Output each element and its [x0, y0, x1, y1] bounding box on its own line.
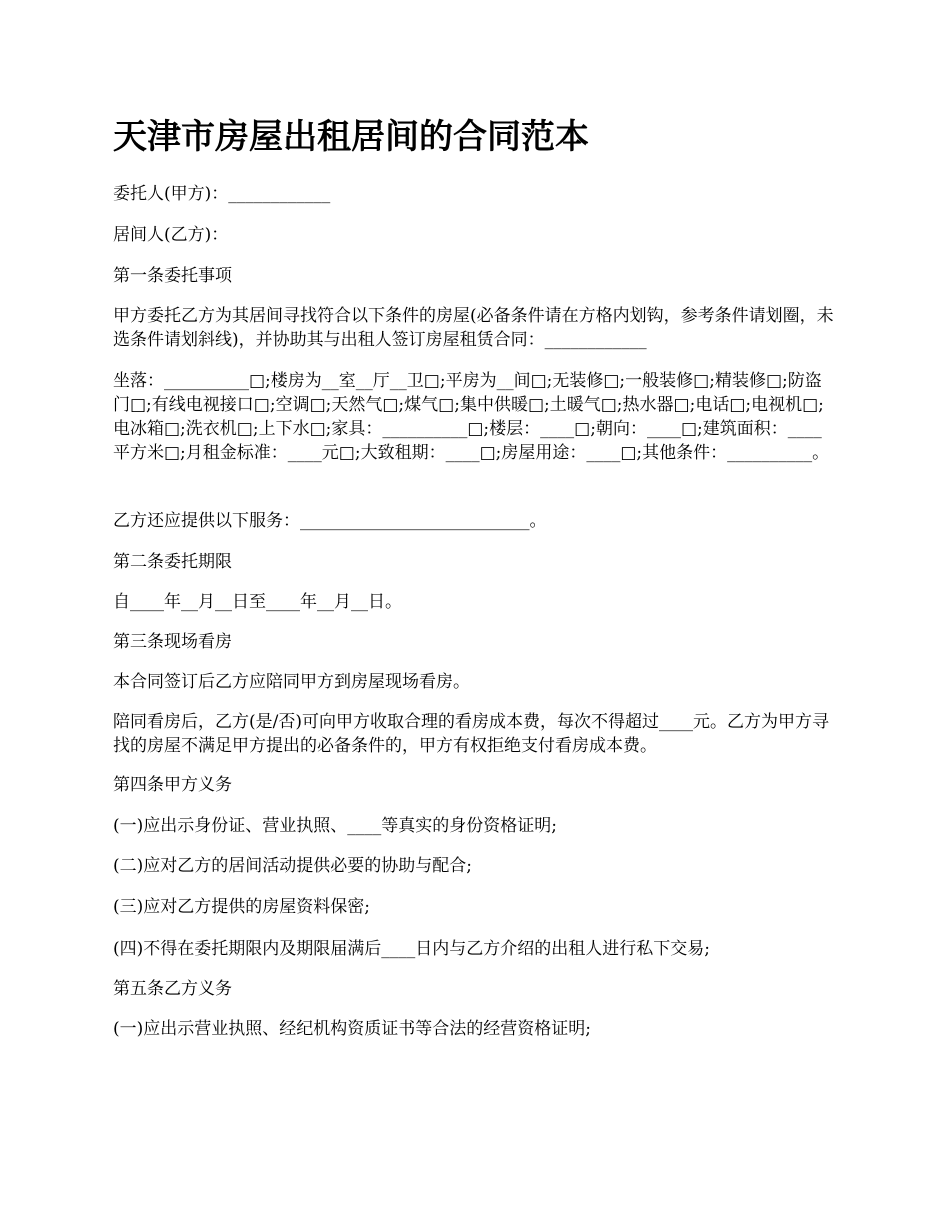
- party-a-line: 委托人(甲方)：____________: [113, 184, 331, 204]
- article-3-body-1: 本合同签订后乙方应陪同甲方到房屋现场看房。: [113, 672, 470, 692]
- article-3-heading: 第三条现场看房: [113, 632, 232, 652]
- article-5-item-1: (一)应出示营业执照、经纪机构资质证书等合法的经营资格证明;: [113, 1019, 591, 1039]
- property-conditions: 坐落：__________□;楼房为__室__厅__卫□;平房为__间□;无装修□;一般装修□;精装修□;防盗门□;有线电视接口□;空调□;天然气□;煤气□;集中供暖□;土暖气□;热水器□;电话□;电视机□;电冰箱□;洗衣机□;上下水□;家具：__________□;楼层：____□;朝向：____□;建筑面积：____平方米□;月租金标准：____元□;大致租期：____□;房屋用途：____□;其他条件：__________。: [113, 371, 830, 463]
- additional-services: 乙方还应提供以下服务：___________________________。: [113, 511, 547, 531]
- article-4-heading: 第四条甲方义务: [113, 775, 232, 795]
- article-4-item-2: (二)应对乙方的居间活动提供必要的协助与配合;: [113, 856, 472, 876]
- article-3-body-2: 陪同看房后，乙方(是/否)可向甲方收取合理的看房成本费，每次不得超过____元。乙方为甲方寻找的房屋不满足甲方提出的必备条件的，甲方有权拒绝支付看房成本费。: [113, 712, 829, 756]
- article-2-heading: 第二条委托期限: [113, 552, 232, 572]
- commission-period: 自____年__月__日至____年__月__日。: [113, 592, 402, 612]
- article-4-item-1: (一)应出示身份证、营业执照、____等真实的身份资格证明;: [113, 816, 557, 836]
- article-1-heading: 第一条委托事项: [113, 266, 232, 286]
- party-b-line: 居间人(乙方)：: [113, 225, 229, 245]
- article-4-item-3: (三)应对乙方提供的房屋资料保密;: [113, 897, 370, 917]
- article-4-item-4: (四)不得在委托期限内及期限届满后____日内与乙方介绍的出租人进行私下交易;: [113, 939, 710, 959]
- article-5-heading: 第五条乙方义务: [113, 979, 232, 999]
- document-title: 天津市房屋出租居间的合同范本: [113, 117, 589, 157]
- article-1-body: 甲方委托乙方为其居间寻找符合以下条件的房屋(必备条件请在方格内划钩，参考条件请划圈，未选条件请划斜线)，并协助其与出租人签订房屋租赁合同：____________: [113, 306, 834, 350]
